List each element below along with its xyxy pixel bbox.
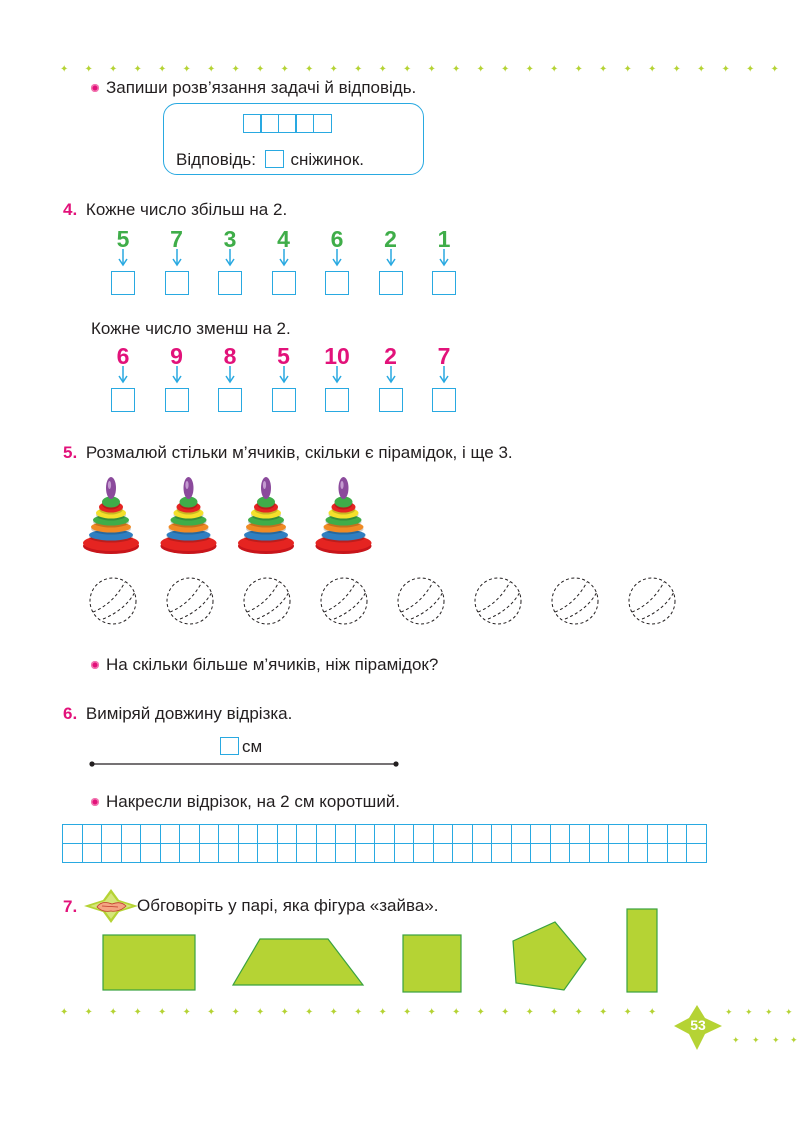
svg-text:✦: ✦ [752, 1036, 760, 1046]
page-number: 53 [690, 1017, 706, 1033]
star-icon: ✦ [672, 64, 681, 75]
arrow-down-icon [116, 365, 130, 385]
star-icon: ✦ [60, 1007, 69, 1018]
increase-number: 4 [277, 226, 290, 252]
decrease-answer-box[interactable] [111, 388, 135, 412]
increase-number: 6 [330, 226, 344, 252]
increase-number: 7 [170, 226, 183, 252]
arrow-down-icon [384, 365, 398, 385]
star-icon: ✦ [574, 1007, 583, 1018]
increase-answer-box[interactable] [325, 271, 349, 295]
ball-outline[interactable] [167, 578, 213, 624]
decrease-number: 5 [277, 343, 290, 369]
task5-heading [63, 444, 513, 461]
star-icon: ✦ [84, 1007, 93, 1018]
ball-outline[interactable] [398, 578, 444, 624]
star-icon: ✦ [133, 1007, 142, 1018]
task5-number: 5. [63, 443, 78, 462]
length-input-box[interactable] [220, 737, 239, 755]
star-icon: ✦ [648, 64, 657, 75]
shape-rectangle [103, 935, 195, 990]
increase-answer-box[interactable] [165, 271, 189, 295]
answer-input-box[interactable] [265, 150, 284, 168]
increase-answer-box[interactable] [272, 271, 296, 295]
star-icon: ✦ [182, 64, 191, 75]
ball-outline[interactable] [552, 578, 598, 624]
increase-number: 2 [384, 226, 397, 252]
star-icon: ✦ [403, 1007, 412, 1018]
svg-text:✦: ✦ [772, 1036, 780, 1046]
star-icon: ✦ [256, 64, 265, 75]
star-icon: ✦ [623, 64, 632, 75]
pyramid-toy [238, 477, 294, 554]
star-icon: ✦ [550, 64, 559, 75]
star-icon: ✦ [648, 1007, 657, 1018]
pyramid-toy [83, 477, 139, 554]
shape-pentagon [513, 922, 586, 990]
decrease-number: 8 [223, 343, 237, 369]
star-icon: ✦ [599, 64, 608, 75]
star-icon: ✦ [599, 1007, 608, 1018]
star-icon: ✦ [60, 64, 69, 75]
bullet-icon [91, 84, 99, 92]
star-icon: ✦ [280, 64, 289, 75]
star-icon: ✦ [574, 64, 583, 75]
star-icon: ✦ [525, 1007, 534, 1018]
pyramids-illustration [80, 475, 380, 560]
ball-outline[interactable] [244, 578, 290, 624]
arrow-down-icon [330, 365, 344, 385]
star-icon: ✦ [427, 64, 436, 75]
decrease-answer-box[interactable] [379, 388, 403, 412]
increase-answer-box[interactable] [218, 271, 242, 295]
task5-text: Розмалюй стільки м’ячиків, скільки є пірамідок, і ще 3. [85, 443, 513, 462]
arrow-down-icon [223, 365, 237, 385]
increase-answer-box[interactable] [111, 271, 135, 295]
svg-text:✦: ✦ [790, 1036, 798, 1046]
length-unit: см [242, 737, 263, 756]
ball-outline[interactable] [90, 578, 136, 624]
ball-outline[interactable] [321, 578, 367, 624]
star-icon: ✦ [84, 64, 93, 75]
star-icon: ✦ [721, 64, 730, 75]
task6-sub-text: Накресли відрізок, на 2 см коротший. [106, 792, 401, 811]
ball-outline[interactable] [475, 578, 521, 624]
star-icon: ✦ [476, 64, 485, 75]
arrow-down-icon [116, 248, 130, 268]
star-icon: ✦ [280, 1007, 289, 1018]
star-icon: ✦ [158, 64, 167, 75]
star-icon: ✦ [354, 1007, 363, 1018]
star-icon: ✦ [207, 1007, 216, 1018]
star-icon: ✦ [501, 64, 510, 75]
pyramid-toy [316, 477, 372, 554]
solution-instruction-text: Запиши розв’язання задачі й відповідь. [106, 78, 417, 97]
star-icon: ✦ [427, 1007, 436, 1018]
decrease-row [106, 343, 466, 418]
decrease-number: 10 [324, 343, 350, 369]
star-icon: ✦ [231, 1007, 240, 1018]
star-icon: ✦ [378, 1007, 387, 1018]
bullet-icon [91, 661, 99, 669]
star-icon: ✦ [550, 1007, 559, 1018]
task4-increase-text: Кожне число збільш на 2. [85, 200, 288, 219]
arrow-down-icon [437, 248, 451, 268]
task5-question [91, 656, 438, 673]
arrow-down-icon [437, 365, 451, 385]
drawing-grid[interactable] [62, 824, 707, 863]
star-icon: ✦ [452, 64, 461, 75]
star-icon: ✦ [109, 64, 118, 75]
star-icon: ✦ [109, 1007, 118, 1018]
increase-number: 5 [116, 226, 130, 252]
top-star-border [50, 60, 800, 76]
decrease-answer-box[interactable] [325, 388, 349, 412]
star-icon: ✦ [329, 64, 338, 75]
shape-square [403, 935, 461, 992]
task5-question-text: На скільки більше м’ячиків, ніж пірамідок? [106, 655, 439, 674]
arrow-down-icon [384, 248, 398, 268]
star-icon: ✦ [403, 64, 412, 75]
star-icon: ✦ [329, 1007, 338, 1018]
decrease-number: 6 [116, 343, 130, 369]
shape-tall-rectangle [627, 909, 657, 992]
task6-text: Виміряй довжину відрізка. [85, 704, 293, 723]
increase-answer-box[interactable] [432, 271, 456, 295]
decrease-answer-box[interactable] [165, 388, 189, 412]
pyramid-toy [161, 477, 217, 554]
svg-text:✦: ✦ [725, 1008, 733, 1018]
task6-heading [63, 705, 292, 722]
svg-text:✦: ✦ [732, 1036, 740, 1046]
decrease-number: 2 [384, 343, 397, 369]
task7-text: Обговоріть у парі, яка фігура «зайва». [137, 896, 439, 915]
arrow-down-icon [330, 248, 344, 268]
star-icon: ✦ [378, 64, 387, 75]
arrow-down-icon [277, 365, 291, 385]
star-icon: ✦ [746, 64, 755, 75]
bullet-icon [91, 798, 99, 806]
ball-outline[interactable] [629, 578, 675, 624]
segment-to-measure [86, 757, 406, 771]
increase-answer-box[interactable] [379, 271, 403, 295]
star-icon: ✦ [231, 64, 240, 75]
star-icon: ✦ [354, 64, 363, 75]
star-icon: ✦ [305, 64, 314, 75]
task6-sub [91, 793, 400, 810]
svg-text:✦: ✦ [785, 1008, 793, 1018]
shapes-set [100, 905, 665, 997]
solution-cells[interactable] [244, 114, 332, 133]
answer-unit: сніжинок. [290, 150, 365, 169]
increase-number: 1 [437, 226, 451, 252]
task4-heading [63, 201, 287, 218]
star-icon: ✦ [697, 64, 706, 75]
bottom-star-border [50, 1003, 690, 1019]
star-icon: ✦ [182, 1007, 191, 1018]
arrow-down-icon [170, 365, 184, 385]
star-icon: ✦ [305, 1007, 314, 1018]
arrow-down-icon [223, 248, 237, 268]
answer-label: Відповідь: [176, 150, 257, 169]
task4-number: 4. [63, 200, 78, 219]
star-icon: ✦ [133, 64, 142, 75]
star-icon: ✦ [158, 1007, 167, 1018]
star-icon: ✦ [770, 64, 779, 75]
decrease-number: 7 [437, 343, 451, 369]
star-icon: ✦ [476, 1007, 485, 1018]
decrease-answer-box[interactable] [272, 388, 296, 412]
star-icon: ✦ [525, 64, 534, 75]
decrease-number: 9 [170, 343, 183, 369]
task4-decrease-text: Кожне число зменш на 2. [91, 319, 291, 338]
star-icon: ✦ [207, 64, 216, 75]
decrease-answer-box[interactable] [432, 388, 456, 412]
increase-number: 3 [223, 226, 237, 252]
answer-line [176, 150, 364, 168]
star-icon: ✦ [256, 1007, 265, 1018]
task6-number: 6. [63, 704, 78, 723]
svg-text:✦: ✦ [745, 1008, 753, 1018]
increase-row [106, 226, 466, 301]
task7-number: 7. [63, 897, 78, 916]
arrow-down-icon [277, 248, 291, 268]
star-icon: ✦ [623, 1007, 632, 1018]
svg-text:✦: ✦ [765, 1008, 773, 1018]
balls-to-color[interactable] [85, 574, 695, 630]
arrow-down-icon [170, 248, 184, 268]
star-icon: ✦ [452, 1007, 461, 1018]
shape-trapezoid [233, 939, 363, 985]
star-icon: ✦ [501, 1007, 510, 1018]
solution-instruction [91, 79, 416, 96]
task7-heading [63, 898, 77, 915]
length-answer [220, 737, 262, 755]
decrease-answer-box[interactable] [218, 388, 242, 412]
